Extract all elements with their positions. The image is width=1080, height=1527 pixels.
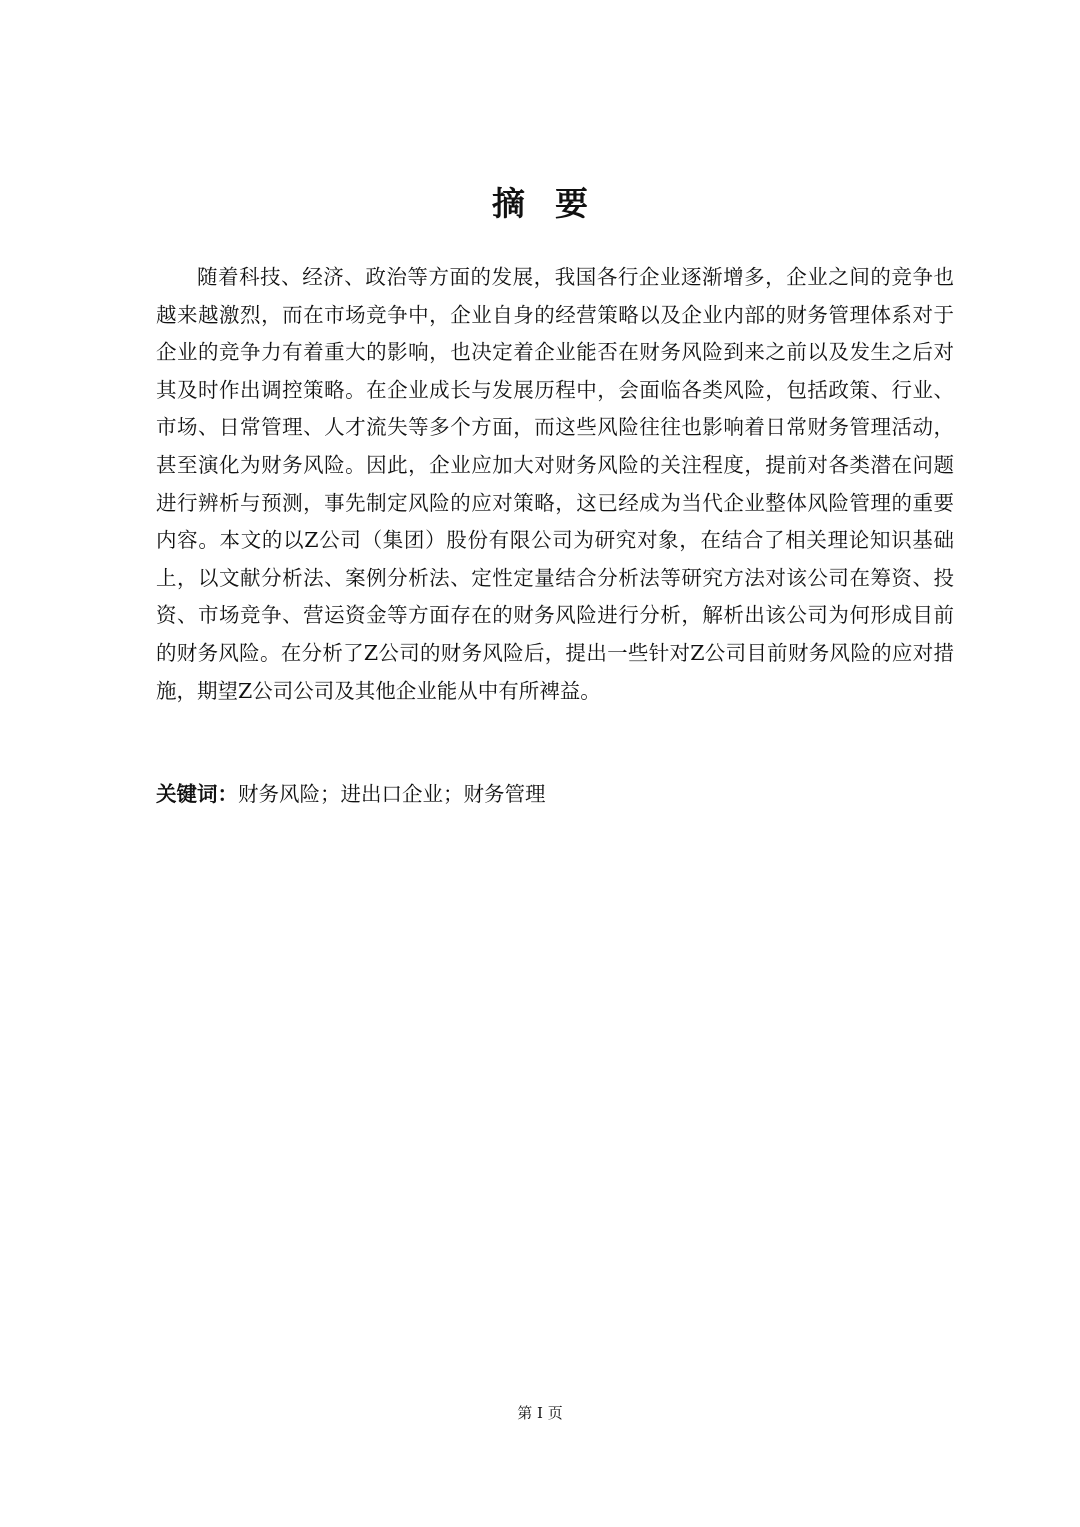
abstract-title: 摘要 bbox=[492, 184, 618, 223]
keywords-value: 财务风险；进出口企业；财务管理 bbox=[238, 782, 546, 806]
abstract-body: 随着科技、经济、政治等方面的发展，我国各行企业逐渐增多，企业之间的竞争也越来越激烈，而在市场竞争中，企业自身的经营策略以及企业内部的财务管理体系对于企业的竞争力有着重大的影响，也决定着企业能否在财务风险到来之前以及发生之后对其及时作出调控策略。在企业成长与发展历程中，会面临各类风险，包括政策、行业、市场、日常管理、人才流失等多个方面，而这些风险往往也影响着日常财务管理活动，甚至演化为财务风险。因此，企业应加大对财务风险的关注程度，提前对各类潜在问题进行辨析与预测，事先制定风险的应对策略，这已经成为当代企业整体风险管理的重要内容。本文的以Z公司（集团）股份有限公司为研究对象，在结合了相关理论知识基础上，以文献分析法、案例分析法、定性定量结合分析法等研究方法对该公司在筹资、投资、市场竞争、营运资金等方面存在的财务风险进行分析，解析出该公司为何形成目前的财务风险。在分析了Z公司的财务风险后，提出一些针对Z公司目前财务风险的应对措施，期望Z公司公司及其他企业能从中有所裨益。 bbox=[156, 265, 954, 703]
page-number: 第 I 页 bbox=[517, 1404, 563, 1422]
keywords-label: 关键词： bbox=[156, 782, 238, 806]
keywords-line bbox=[156, 778, 954, 810]
